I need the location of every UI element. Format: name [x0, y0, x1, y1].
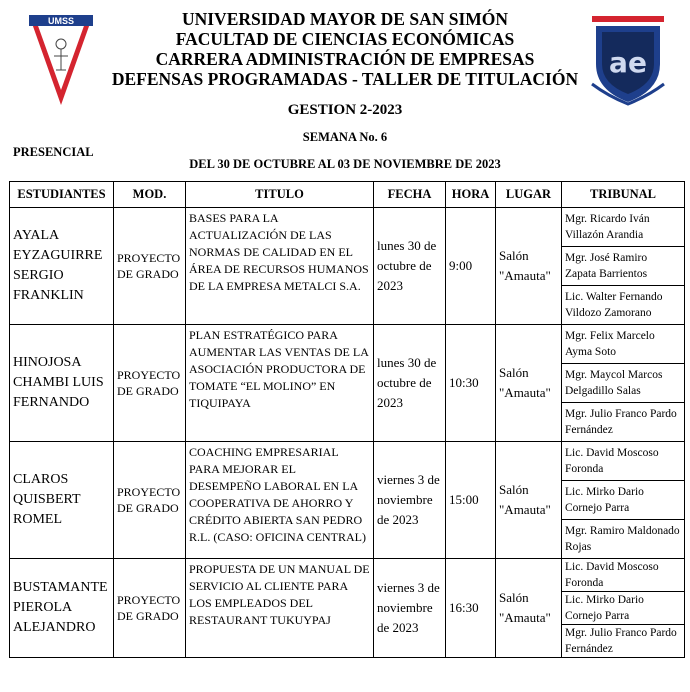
tribunal-member: Lic. Walter Fernando Vildozo Zamorano: [562, 286, 685, 325]
column-header: TRIBUNAL: [562, 182, 685, 208]
place-cell: Salón "Amauta": [496, 559, 562, 658]
tribunal-member: Mgr. Maycol Marcos Delgadillo Salas: [562, 364, 685, 403]
tribunal-member: Lic. Mirko Dario Cornejo Parra: [562, 592, 685, 625]
modality-label: PRESENCIAL: [13, 145, 94, 159]
column-header: FECHA: [374, 182, 446, 208]
tribunal-member: Lic. David Moscoso Foronda: [562, 559, 685, 592]
university-title: UNIVERSIDAD MAYOR DE SAN SIMÓN: [181, 9, 509, 29]
modality-cell: PROYECTO DE GRADO: [114, 325, 186, 442]
place-cell: Salón "Amauta": [496, 208, 562, 325]
gestion-label: GESTION 2-2023: [287, 102, 403, 118]
column-header: TITULO: [186, 182, 374, 208]
date-range: DEL 30 DE OCTUBRE AL 03 DE NOVIEMBRE DE 2023: [189, 157, 501, 171]
table-row: [10, 208, 685, 247]
column-header: MOD.: [114, 182, 186, 208]
week-label: SEMANA No. 6: [302, 130, 388, 144]
faculty-title: FACULTAD DE CIENCIAS ECONÓMICAS: [175, 29, 515, 49]
time-cell: 16:30: [446, 559, 496, 658]
time-cell: 10:30: [446, 325, 496, 442]
column-header: LUGAR: [496, 182, 562, 208]
tribunal-member: Mgr. José Ramiro Zapata Barrientos: [562, 247, 685, 286]
svg-text:UMSS: UMSS: [47, 16, 75, 26]
modality-cell: PROYECTO DE GRADO: [114, 442, 186, 559]
student-cell: BUSTAMANTE PIEROLA ALEJANDRO: [10, 559, 114, 658]
tribunal-member: Lic. Mirko Dario Cornejo Parra: [562, 481, 685, 520]
date-cell: lunes 30 de octubre de 2023: [374, 208, 446, 325]
tribunal-member: Lic. David Moscoso Foronda: [562, 442, 685, 481]
date-cell: viernes 3 de noviembre de 2023: [374, 442, 446, 559]
modality-cell: PROYECTO DE GRADO: [114, 559, 186, 658]
tribunal-member: Mgr. Ramiro Maldonado Rojas: [562, 520, 685, 559]
career-title: CARRERA ADMINISTRACIÓN DE EMPRESAS: [155, 49, 535, 69]
table-row: [10, 559, 685, 592]
student-cell: HINOJOSA CHAMBI LUIS FERNANDO: [10, 325, 114, 442]
table-row: [10, 325, 685, 364]
tribunal-member: Mgr. Julio Franco Pardo Fernández: [562, 625, 685, 658]
student-cell: AYALA EYZAGUIRRE SERGIO FRANKLIN: [10, 208, 114, 325]
time-cell: 9:00: [446, 208, 496, 325]
title-cell: COACHING EMPRESARIAL PARA MEJORAR EL DESEMPEÑO LABORAL EN LA COOPERATIVA DE AHORRO Y CRÉDITO ABIERTA SAN PEDRO R.L. (CASO: OFICINA CENTRAL): [186, 442, 374, 559]
place-cell: Salón "Amauta": [496, 442, 562, 559]
column-header: HORA: [446, 182, 496, 208]
document-title: DEFENSAS PROGRAMADAS - TALLER DE TITULACIÓN: [111, 69, 579, 89]
column-header: ESTUDIANTES: [10, 182, 114, 208]
tribunal-member: Mgr. Ricardo Iván Villazón Arandia: [562, 208, 685, 247]
title-cell: PLAN ESTRATÉGICO PARA AUMENTAR LAS VENTAS DE LA ASOCIACIÓN PRODUCTORA DE TOMATE “EL MOLINO” EN TIQUIPAYA: [186, 325, 374, 442]
title-cell: PROPUESTA DE UN MANUAL DE SERVICIO AL CLIENTE PARA LOS EMPLEADOS DEL RESTAURANT TUKUYPAJ: [186, 559, 374, 658]
time-cell: 15:00: [446, 442, 496, 559]
table-header-row: [10, 182, 685, 208]
tribunal-member: Mgr. Felix Marcelo Ayma Soto: [562, 325, 685, 364]
modality-cell: PROYECTO DE GRADO: [114, 208, 186, 325]
tribunal-member: Mgr. Julio Franco Pardo Fernández: [562, 403, 685, 442]
date-cell: viernes 3 de noviembre de 2023: [374, 559, 446, 658]
svg-text:ae: ae: [609, 46, 647, 79]
student-cell: CLAROS QUISBERT ROMEL: [10, 442, 114, 559]
title-cell: BASES PARA LA ACTUALIZACIÓN DE LAS NORMAS DE CALIDAD EN EL ÁREA DE RECURSOS HUMANOS DE LA EMPRESA METALCI S.A.: [186, 208, 374, 325]
defense-schedule-table: [9, 181, 685, 658]
table-row: [10, 442, 685, 481]
date-cell: lunes 30 de octubre de 2023: [374, 325, 446, 442]
place-cell: Salón "Amauta": [496, 325, 562, 442]
